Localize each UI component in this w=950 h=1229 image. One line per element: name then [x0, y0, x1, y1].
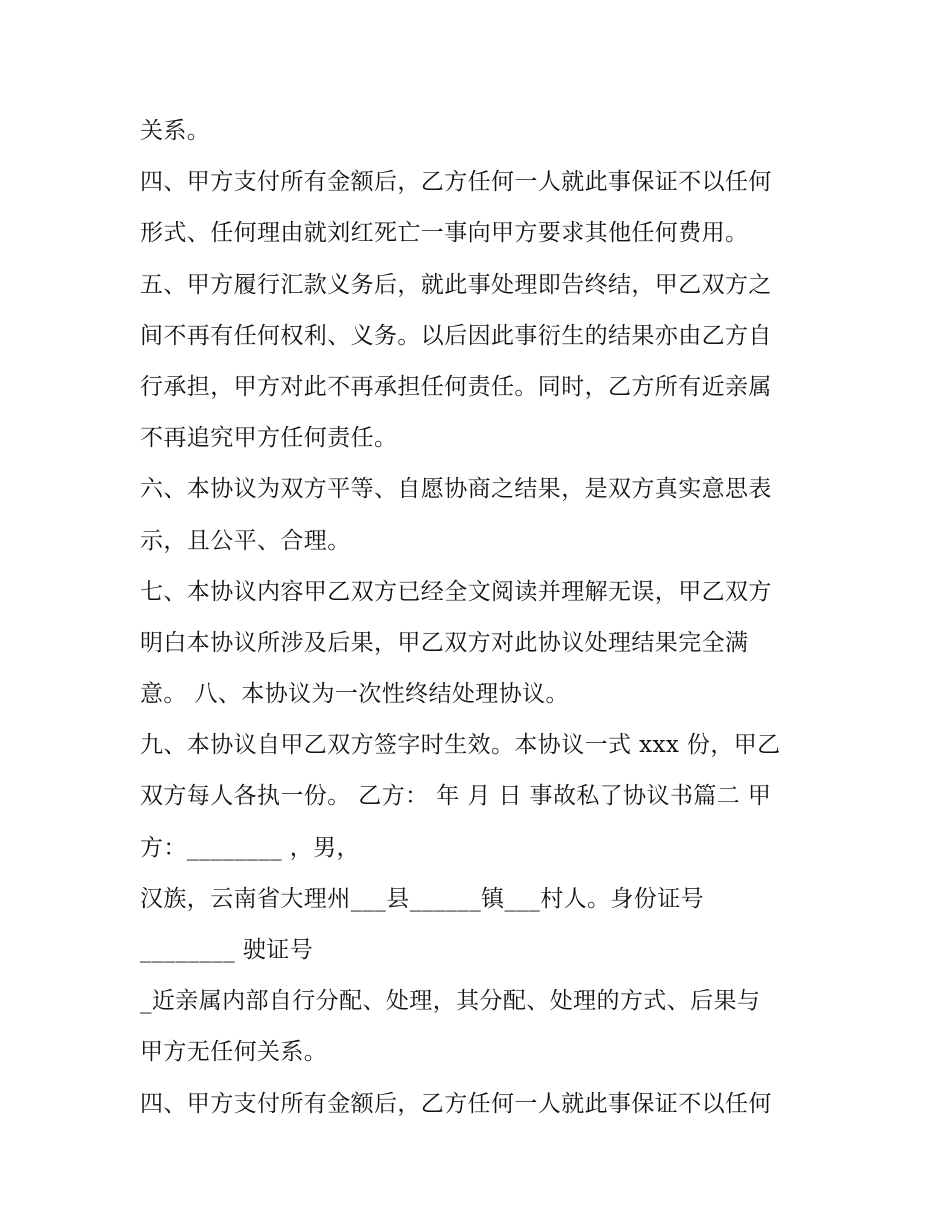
text-line: 五、甲方履行汇款义务后，就此事处理即告终结，甲乙双方之 — [140, 271, 772, 298]
text-line: 行承担，甲方对此不再承担任何责任。同时，乙方所有近亲属 — [140, 373, 772, 400]
text-line: _近亲属内部自行分配、处理，其分配、处理的方式、后果与 — [140, 988, 761, 1015]
text-line: 示，且公平、合理。 — [140, 527, 351, 554]
text-line: 方：________ ，男， — [140, 834, 360, 861]
text-line: 七、本协议内容甲乙双方已经全文阅读并理解无误，甲乙双方 — [140, 578, 772, 605]
text-line: 关系。 — [140, 118, 211, 144]
document-body — [140, 106, 820, 1130]
text-line: 意。 八、本协议为一次性终结处理协议。 — [140, 681, 569, 708]
text-line: 四、甲方支付所有金额后，乙方任何一人就此事保证不以任何 — [140, 169, 772, 196]
text-line: ________ 驶证号 — [140, 937, 314, 963]
text-line: 不再追究甲方任何责任。 — [140, 425, 398, 452]
text-line: 双方每人各执一份。 乙方： 年 月 日 事故私了协议书篇二 甲 — [140, 783, 772, 810]
text-line: 甲方无任何关系。 — [140, 1039, 328, 1066]
text-line: 六、本协议为双方平等、自愿协商之结果，是双方真实意思表 — [140, 476, 772, 503]
text-line: 四、甲方支付所有金额后，乙方任何一人就此事保证不以任何 — [140, 1090, 772, 1117]
text-line: 明白本协议所涉及后果，甲乙双方对此协议处理结果完全满 — [140, 629, 749, 656]
text-line: 九、本协议自甲乙双方签字时生效。本协议一式 xxx 份，甲乙 — [140, 732, 781, 759]
text-line: 汉族，云南省大理州___县______镇___村人。身份证号 — [140, 885, 704, 912]
text-line: 间不再有任何权利、义务。以后因此事衍生的结果亦由乙方自 — [140, 322, 772, 349]
text-line: 形式、任何理由就刘红死亡一事向甲方要求其他任何费用。 — [140, 220, 749, 247]
